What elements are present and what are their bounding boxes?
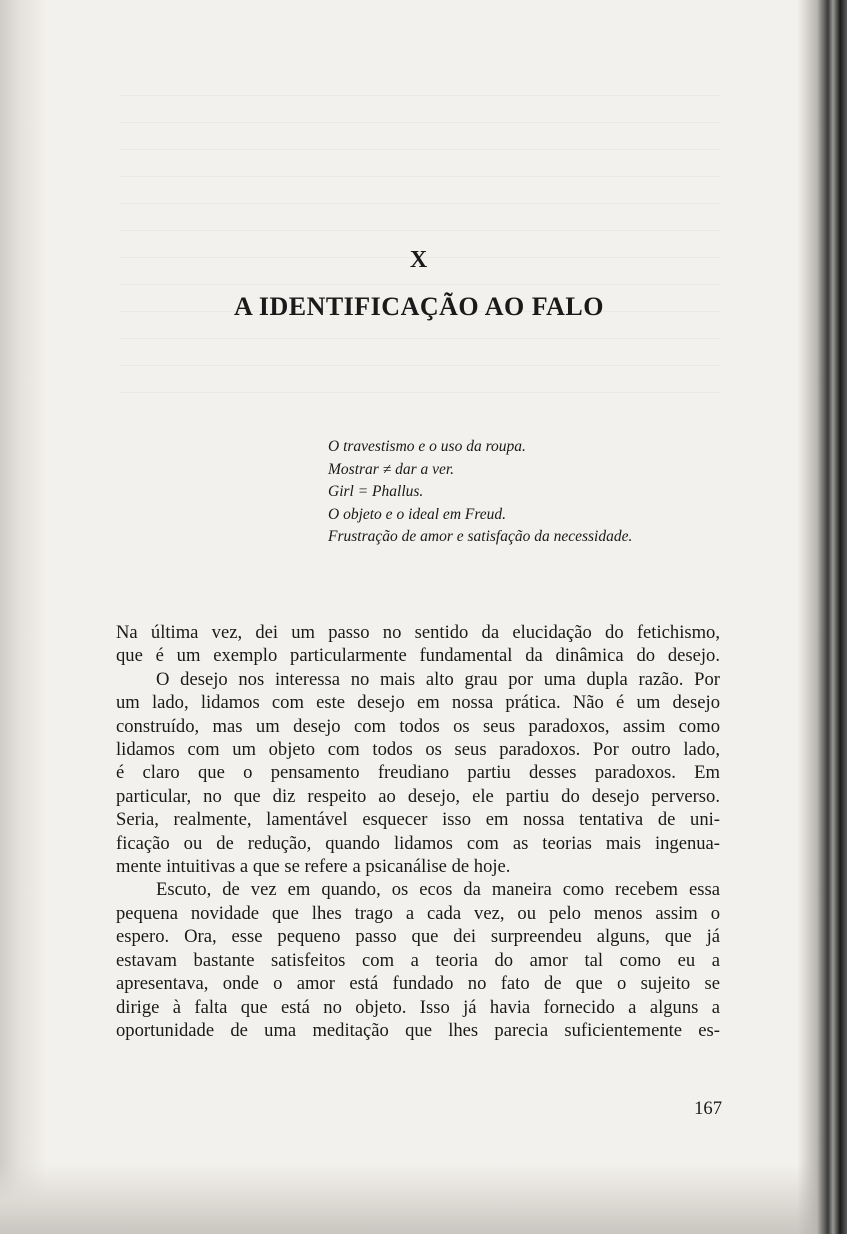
summary-line: Girl = Phallus. — [328, 483, 424, 501]
left-gutter-shadow — [0, 0, 48, 1234]
summary-line: O objeto e o ideal em Freud. — [328, 505, 507, 523]
right-page-edge — [797, 0, 847, 1234]
paragraph — [116, 668, 720, 879]
text-line: Seria, realmente, lamentável esquecer isso em nossa tentativa de uni- — [116, 809, 720, 831]
text-line: oportunidade de uma meditação que lhes parecia suficientemente es- — [116, 1019, 720, 1041]
paragraph — [116, 621, 720, 668]
chapter-number: X — [409, 247, 429, 273]
text-line: apresentava, onde o amor está fundado no fato de que o sujeito se — [116, 973, 720, 995]
chapter-title: A IDENTIFICAÇÃO AO FALO — [233, 292, 604, 321]
text-line: espero. Ora, esse pequeno passo que dei surpreendeu alguns, que já — [116, 926, 720, 948]
text-line: lidamos com um objeto com todos os seus paradoxos. Por outro lado, — [116, 739, 720, 761]
text-line: pequena novidade que lhes trago a cada vez, ou pelo menos assim o — [116, 902, 720, 924]
body-text — [116, 621, 720, 1042]
page-content — [116, 0, 722, 1234]
paragraph — [116, 878, 720, 1042]
text-line: particular, no que diz respeito ao desejo, ele partiu do desejo perverso. — [116, 785, 720, 807]
text-line: ficação ou de redução, quando lidamos com as teorias mais ingenua- — [116, 832, 720, 854]
chapter-summary — [328, 436, 728, 549]
text-line: que é um exemplo particularmente fundamental da dinâmica do desejo. — [116, 645, 720, 667]
text-line: Escuto, de vez em quando, os ecos da maneira como recebem essa — [156, 879, 720, 901]
text-line: estavam bastante satisfeitos com a teoria do amor tal como eu a — [116, 949, 720, 971]
text-line: O desejo nos interessa no mais alto grau por uma dupla razão. Por — [156, 668, 720, 690]
summary-line: Frustração de amor e satisfação da necessidade. — [328, 528, 633, 546]
text-line: mente intuitivas a que se refere a psicanálise de hoje. — [116, 856, 511, 878]
text-line: um lado, lidamos com este desejo em nossa prática. Não é um desejo — [116, 692, 720, 714]
text-line: dirige à falta que está no objeto. Isso já havia fornecido a alguns a — [116, 996, 720, 1018]
summary-line: O travestismo e o uso da roupa. — [328, 438, 526, 455]
text-line: Na última vez, dei um passo no sentido da elucidação do fetichismo, — [116, 622, 720, 643]
text-line: construído, mas um desejo com todos os seus paradoxos, assim como — [116, 715, 720, 737]
page-number: 167 — [694, 1098, 722, 1119]
text-line: é claro que o pensamento freudiano partiu desses paradoxos. Em — [116, 762, 720, 784]
summary-line: Mostrar ≠ dar a ver. — [328, 460, 455, 478]
